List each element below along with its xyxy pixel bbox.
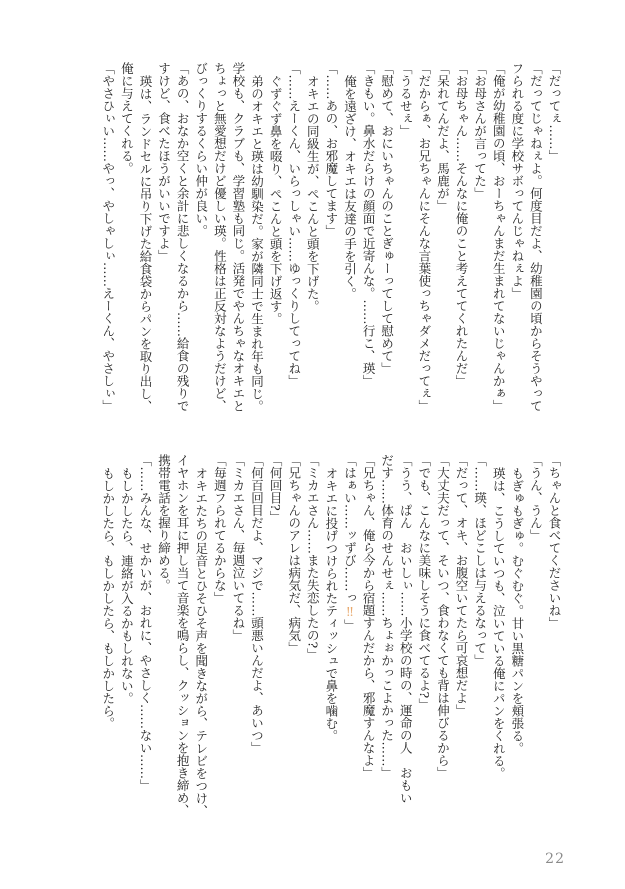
text-line: 「……瑛、ほどこしは与えるなって」 <box>472 454 488 667</box>
text-line: 「何百回目だよ、マジで……頭悪いんだよ、あいつ」 <box>249 454 265 754</box>
text-line: すけど、食べたほうがいいですよ」 <box>156 62 172 262</box>
text-line: 「……みんな、せかいが、おれに、やさしく……ない……」 <box>137 454 153 792</box>
text-line: もしかしたら、連絡が入るかもしれない。 <box>119 466 135 704</box>
text-line: 「うう、ぱん おいしぃ……小学校の時の、運命の人 おもい <box>398 454 414 804</box>
text-line: 「きもい。鼻水だらけの顔面で近寄んな。……行こ、瑛」 <box>361 62 377 387</box>
text-line: 「お母ちゃん……そんなに俺のこと考えててくれたんだ」 <box>454 62 470 387</box>
text-line: 「はぁい……ッずび……っ‼」 <box>342 454 358 632</box>
text-line: 「あの、おなか空くと余計に悲しくなるから……給食の残りで <box>175 62 191 412</box>
text-line: びっくりするくらい仲が良い。 <box>193 62 209 237</box>
text-line: ぐずぐず鼻を啜り、ぺこんと頭を下げ返す。 <box>268 74 284 325</box>
text-line: イヤホンを耳に押し当て音楽を鳴らし、クッションを抱き締め、 <box>175 454 191 817</box>
text-line: 「呆れてんだよ、馬鹿が」 <box>435 62 451 212</box>
text-line: 「兄ちゃんのアレは病気だ、病気」 <box>286 454 302 654</box>
text-line: もぎゅもぎゅ。むぐむぐ。甘い黒糖パンを頬張る。 <box>509 466 525 754</box>
text-line: 「うん、うん」 <box>528 454 544 542</box>
text-line: 「俺が幼稚園の頃、おーちゃんまだ生まれてないじゃんかぁ」 <box>491 62 507 412</box>
text-line: 「毎週フられてるからな」 <box>212 454 228 604</box>
text-line: 「だってじゃねぇよ。何度目だよ、幼稚園の頃からそうやって <box>528 62 544 412</box>
text-line: フられる度に学校サボってんじゃねぇよ」 <box>509 62 525 300</box>
text-line: 「ミカエさん……また失恋したの?」 <box>305 454 321 661</box>
text-line: オキエに投げつけられたティッシュで鼻を噛む。 <box>323 466 339 742</box>
text-line: 「ミカエさん、毎週泣いてるね」 <box>230 454 246 642</box>
text-line: 「大丈夫だって、そいつ、食わなくても背は伸びるから」 <box>435 454 451 779</box>
text-line: 「お母さんが言ってた」 <box>472 62 488 200</box>
text-line: 「だからぁ、お兄ちゃんにそんな言葉使っちゃダメだってぇ」 <box>416 62 432 412</box>
text-line: オキエたちの足音とひそひそ声を聞きながら、テレビをつけ、 <box>193 466 209 817</box>
text-line: 「……あの、お邪魔してます」 <box>323 62 339 237</box>
text-line: 「うるせぇ」 <box>398 62 414 137</box>
text-line: 「……えーくん、いらっしゃい……ゆっくりしてってね」 <box>286 62 302 387</box>
double-exclamation-icon: ‼ <box>342 604 358 619</box>
text-line: 「やさひぃい……やっ、やしゃしぃ……えーくん、やさしぃ」 <box>100 62 116 412</box>
text-line: だす……体育のせんせぇ……ちょぉかっこよかった……」 <box>379 454 395 779</box>
vertical-text-block-lower <box>98 454 563 834</box>
vertical-text-block-upper <box>98 62 563 442</box>
text-line: 「ちゃんと食べてくださいね」 <box>547 454 562 629</box>
text-line: 携帯電話を握り締める。 <box>156 454 172 592</box>
text-line: 「でも、こんなに美味しそうに食べてるよ?」 <box>416 454 432 711</box>
text-line: 「慰めて、おにいちゃんのことぎゅーってして慰めて」 <box>379 62 395 375</box>
text-line: もしかしたら、もしかしたら、もしかしたら。 <box>100 466 116 729</box>
text-line: 「だって、オキ、お腹空いてたら可哀想だよ」 <box>454 454 470 717</box>
text-line: オキエの同級生が、ぺこんと頭を下げた。 <box>305 74 321 312</box>
text-line: 「兄ちゃん、俺ら今から宿題すんだから、邪魔すんなよ」 <box>361 454 377 779</box>
text-line: 「だってぇ……」 <box>547 62 562 162</box>
text-line: 瑛は、ランドセルに吊り下げた給食袋からパンを取り出し、 <box>137 74 153 412</box>
text-line: 学校も、クラブも、学習塾も同じ。活発でやんちゃなオキエと <box>230 62 246 412</box>
text-line: 瑛は、こうしていつも、泣いている俺にパンをくれる。 <box>491 466 507 779</box>
page-number: 22 <box>545 851 565 867</box>
text-line: ちょっと無愛想だけど優しい瑛。性格は正反対なようだけど、 <box>212 62 228 412</box>
text-line: 弟のオキエと瑛は幼馴染だ。家が隣同士で生まれ年も同じ。 <box>249 74 265 412</box>
text-line: 「何回目?」 <box>268 454 284 524</box>
text-line: 俺を遠ざけ、オキエは友達の手を引く。 <box>342 74 358 300</box>
text-line: 俺に与えてくれる。 <box>119 62 135 175</box>
